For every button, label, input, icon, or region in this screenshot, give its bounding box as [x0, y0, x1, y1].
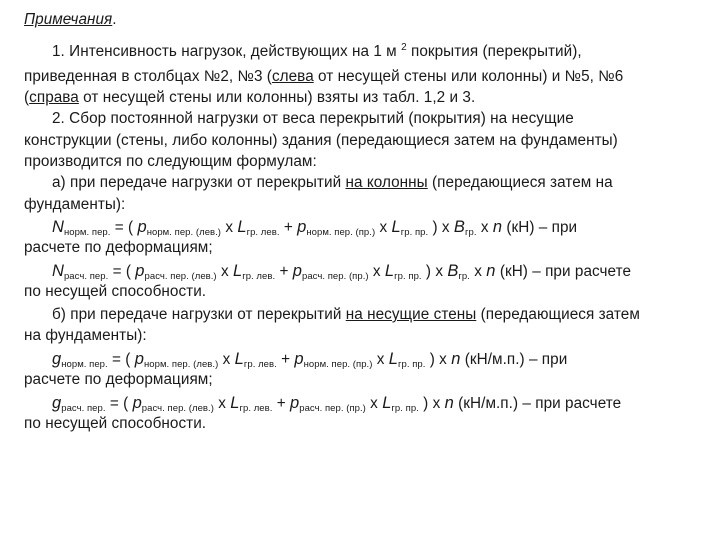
formula-2-symbol-n-coef: n: [486, 262, 496, 280]
formula-1-x1: x: [221, 219, 238, 236]
formula-3-continuation: расчете по деформациям;: [24, 371, 213, 388]
formula-1-sub-5: гр. пр.: [400, 227, 429, 238]
formula-4-symbol-l2: L: [382, 394, 392, 412]
formula-4-continuation: по несущей способности.: [24, 415, 207, 432]
formula-1-sub-3: гр. лев.: [246, 227, 280, 238]
note-1-right-underlined: справа: [29, 89, 79, 106]
note-1-line-3: [24, 88, 475, 108]
formula-4-sub-1: расч. пер.: [61, 403, 106, 414]
item-a-text-b: (передающиеся затем на: [427, 174, 613, 191]
formula-3-tail: (кН/м.п.) – при: [460, 351, 568, 368]
formula-2-symbol-l2: L: [384, 262, 395, 280]
formula-3-sub-5: гр. пр.: [397, 359, 426, 370]
formula-3-symbol-p2: p: [294, 350, 304, 368]
formula-1-tail: (кН) – при: [502, 219, 578, 236]
formula-1-symbol-p2: p: [297, 218, 307, 236]
formula-3-symbol-l1: L: [234, 350, 244, 368]
formula-2-eq: = (: [108, 263, 136, 280]
note-1-text-b: покрытия (перекрытий),: [406, 43, 582, 60]
formula-3-sub-1: норм. пер.: [61, 359, 108, 370]
note-1-text-a: 1. Интенсивность нагрузок, действующих на 1 м: [52, 43, 402, 60]
item-b-line-2: на фундаменты):: [24, 327, 147, 344]
formula-1-plus: +: [279, 219, 298, 236]
item-b-text-a: б) при передаче нагрузки от перекрытий: [52, 306, 346, 323]
formula-1-sub-1: норм. пер.: [63, 227, 111, 238]
formula-n-calc: [52, 261, 631, 282]
formula-4-symbol-p1: p: [132, 394, 142, 412]
formula-1-x3: x: [476, 219, 493, 236]
item-a-columns-underlined: на колонны: [345, 174, 428, 191]
item-b-text-b: (передающиеся затем: [476, 306, 640, 323]
formula-4-close: ) x: [418, 395, 445, 412]
formula-4-symbol-n-coef: n: [444, 394, 454, 412]
formula-4-symbol-p2: p: [290, 394, 300, 412]
formula-1-sub-2: норм. пер. (лев.): [146, 227, 222, 238]
formula-4-x1: x: [213, 395, 231, 412]
note-1-line-2-a: приведенная в столбцах №2, №3 (: [24, 68, 272, 85]
note-1-line-2: [24, 67, 623, 87]
formula-1-symbol-n: N: [52, 218, 64, 236]
formula-4-x2: x: [365, 395, 383, 412]
formula-4-symbol-l1: L: [230, 394, 240, 412]
formula-3-x1: x: [218, 351, 235, 368]
note-1-line-3-a: (: [24, 89, 30, 106]
formula-3-x2: x: [372, 351, 389, 368]
formula-3-sub-4: норм. пер. (пр.): [303, 359, 373, 370]
formula-3-symbol-l2: L: [388, 350, 398, 368]
note-1-left-underlined: слева: [271, 68, 314, 85]
formula-4-sub-3: гр. лев.: [239, 403, 273, 414]
formula-1-symbol-b: B: [453, 218, 465, 236]
formula-2-sub-6: гр.: [458, 271, 470, 282]
item-b-line-1: [52, 305, 640, 325]
item-a-line-1: [52, 173, 613, 193]
item-b-walls-underlined: на несущие стены: [345, 306, 477, 323]
formula-2-close: ) x: [421, 263, 448, 280]
note-1-superscript: 2: [401, 42, 407, 53]
formula-3-plus: +: [276, 351, 295, 368]
formula-g-norm: [52, 349, 567, 370]
formula-2-symbol-n: N: [52, 262, 64, 280]
formula-3-sub-2: норм. пер. (лев.): [143, 359, 219, 370]
formula-1-symbol-l2: L: [391, 218, 401, 236]
formula-4-sub-5: гр. пр.: [391, 403, 419, 414]
formula-3-symbol-p1: p: [134, 350, 144, 368]
formula-2-sub-3: гр. лев.: [242, 271, 276, 282]
formula-1-eq: = (: [110, 219, 138, 236]
formula-2-sub-5: гр. пр.: [394, 271, 422, 282]
note-2-line-1: 2. Сбор постоянной нагрузки от веса перекрытий (покрытия) на несущие: [52, 110, 574, 127]
formula-3-symbol-n-coef: n: [451, 350, 461, 368]
formula-4-plus: +: [272, 395, 291, 412]
formula-4-symbol-g: g: [52, 394, 62, 412]
formula-4-sub-2: расч. пер. (лев.): [141, 403, 214, 414]
formula-1-symbol-l1: L: [237, 218, 247, 236]
formula-1-x2: x: [375, 219, 392, 236]
formula-2-symbol-b: B: [447, 262, 459, 280]
formula-3-eq: = (: [107, 351, 135, 368]
formula-4-tail: (кН/м.п.) – при расчете: [453, 395, 622, 412]
formula-2-sub-4: расч. пер. (пр.): [301, 271, 369, 282]
item-a-line-2: фундаменты):: [24, 196, 126, 213]
formula-1-close: ) x: [428, 219, 454, 236]
formula-2-symbol-p1: p: [135, 262, 145, 280]
formula-3-symbol-g: g: [52, 350, 62, 368]
formula-2-symbol-p2: p: [292, 262, 302, 280]
formula-2-x1: x: [216, 263, 233, 280]
notes-title: Примечания: [24, 11, 113, 28]
formula-2-plus: +: [275, 263, 293, 280]
note-2-line-2: конструкции (стены, либо колонны) здания (передающиеся затем на фундаменты): [24, 132, 618, 149]
formula-1-continuation: расчете по деформациям;: [24, 239, 213, 256]
formula-2-tail: (кН) – при расчете: [495, 263, 632, 280]
formula-2-x3: x: [469, 263, 487, 280]
formula-3-close: ) x: [425, 351, 452, 368]
formula-1-symbol-n-coef: n: [492, 218, 503, 236]
formula-2-symbol-l1: L: [232, 262, 243, 280]
formula-2-continuation: по несущей способности.: [24, 283, 207, 300]
formula-2-sub-1: расч. пер.: [63, 271, 109, 282]
formula-n-norm: [52, 217, 577, 238]
item-a-text-a: а) при передаче нагрузки от перекрытий: [52, 174, 346, 191]
formula-4-eq: = (: [105, 395, 133, 412]
formula-1-symbol-p1: p: [137, 218, 147, 236]
notes-title-dot: .: [112, 11, 117, 28]
note-1-line-2-b: от несущей стены или колонны) и №5, №6: [313, 68, 624, 85]
formula-2-sub-2: расч. пер. (лев.): [144, 271, 217, 282]
notes-heading: [24, 10, 117, 30]
note-1-line-3-b: от несущей стены или колонны) взяты из табл. 1,2 и 3.: [78, 89, 476, 106]
formula-2-x2: x: [368, 263, 385, 280]
formula-1-sub-4: норм. пер. (пр.): [306, 227, 376, 238]
formula-3-sub-3: гр. лев.: [243, 359, 277, 370]
note-2-line-3: производится по следующим формулам:: [24, 153, 317, 170]
note-1-line-1: [52, 42, 582, 62]
formula-g-calc: [52, 393, 621, 414]
formula-4-sub-4: расч. пер. (пр.): [299, 403, 366, 414]
formula-1-sub-6: гр.: [464, 227, 477, 238]
